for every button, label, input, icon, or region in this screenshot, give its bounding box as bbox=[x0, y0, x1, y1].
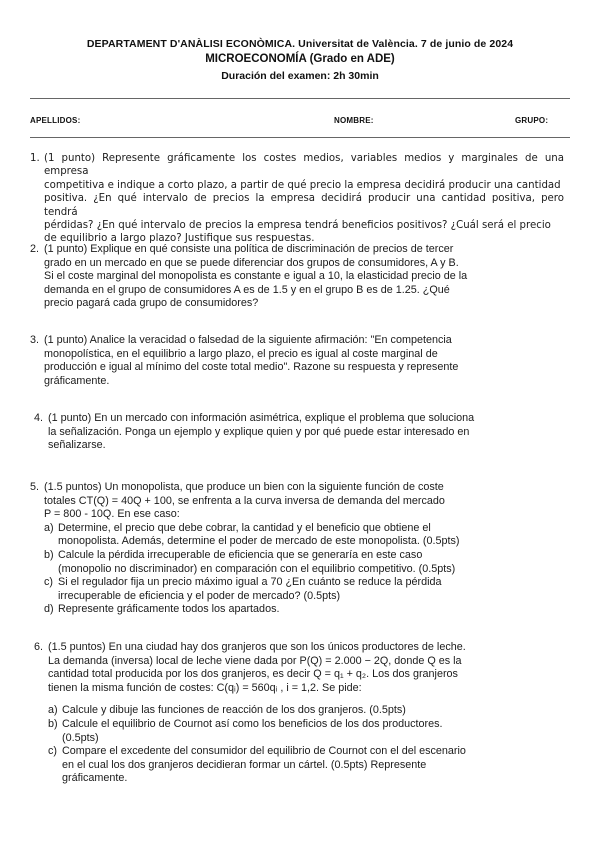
subquestion-a bbox=[48, 704, 564, 718]
question-line: Si el coste marginal del monopolista es constante e igual a 10, la elasticidad precio de la bbox=[44, 270, 468, 283]
nombre-label: NOMBRE: bbox=[334, 116, 374, 125]
question-line: señalizarse. bbox=[48, 439, 106, 452]
grupo-label: GRUPO: bbox=[515, 116, 549, 125]
question-4 bbox=[34, 412, 564, 453]
subquestion-letter: c) bbox=[44, 576, 53, 589]
question-line: la señalización. Ponga un ejemplo y explique quien y por qué puede estar interesado en bbox=[48, 425, 470, 438]
question-line: (1 punto) Analice la veracidad o falsedad de la siguiente afirmación: "En competencia bbox=[44, 334, 452, 346]
question-6 bbox=[34, 641, 564, 786]
question-line: de equilibrio a largo plazo? Justifique sus respuestas. bbox=[44, 233, 315, 245]
question-3 bbox=[30, 334, 564, 388]
subquestion-letter: b) bbox=[44, 548, 54, 561]
question-number: 3. bbox=[30, 334, 40, 346]
subquestion-letter: b) bbox=[48, 717, 58, 730]
question-line: grado en un mercado en que se puede diferenciar dos grupos de consumidores, A y B. bbox=[44, 256, 459, 269]
subquestion-a bbox=[44, 522, 564, 549]
department-header: DEPARTAMENT D'ANÀLISI ECONÒMICA. Universitat de València. 7 de junio de 2024 bbox=[86, 38, 514, 50]
subquestion-line: Determine, el precio que debe cobrar, la cantidad y el beneficio que obtiene el bbox=[58, 521, 431, 534]
exam-duration: Duración del examen: 2h 30min bbox=[221, 70, 379, 82]
question-line: producción e igual al mínimo del coste total medio". Razone su respuesta y represente bbox=[44, 361, 459, 374]
question-5 bbox=[30, 481, 564, 617]
question-line: precio pagará cada grupo de consumidores? bbox=[44, 297, 259, 310]
question-line: monopolística, en el equilibrio a largo plazo, el precio es igual al coste marginal de bbox=[44, 347, 438, 360]
question-line: (1 punto) Explique en qué consiste una política de discriminación de precios de tercer bbox=[44, 243, 454, 255]
question-line: (1.5 puntos) En una ciudad hay dos granjeros que son los únicos productores de leche. bbox=[48, 641, 466, 653]
subquestion-line: Si el regulador fija un precio máximo igual a 70 ¿En cuánto se reduce la pérdida bbox=[58, 576, 442, 589]
subquestion-letter: d) bbox=[44, 603, 54, 616]
question-line: demanda en el grupo de consumidores A es de 1.5 y en el grupo B es de 1.25. ¿Qué bbox=[44, 283, 450, 296]
question-line: P = 800 - 10Q. En ese caso: bbox=[44, 508, 180, 521]
name-divider bbox=[30, 137, 570, 138]
question-line: cantidad total producida por los dos granjeros, es decir Q = q₁ + q₂. Los dos granjeros bbox=[48, 668, 458, 681]
subquestion-letter: c) bbox=[48, 745, 57, 758]
subquestion-line: Compare el excedente del consumidor del equilibrio de Cournot con el del escenario bbox=[62, 745, 466, 758]
course-title: MICROECONOMÍA (Grado en ADE) bbox=[205, 53, 395, 65]
subquestion-line: irrecuperable de eficiencia y el poder de mercado? (0.5pts) bbox=[58, 589, 341, 602]
question-line: pérdidas? ¿En qué intervalo de precios la empresa tendrá beneficios positivos? ¿Cuál será el precio bbox=[44, 220, 551, 232]
header-divider bbox=[30, 98, 570, 99]
question-number: 6. bbox=[34, 641, 44, 653]
subquestion-line: gráficamente. bbox=[62, 772, 128, 785]
subquestion-b bbox=[44, 549, 564, 576]
subquestion-line: (0.5pts) bbox=[62, 731, 99, 744]
question-1 bbox=[30, 152, 564, 246]
subquestion-line: en el cual los dos granjeros decidieran formar un cártel. (0.5pts) Represente bbox=[62, 758, 427, 771]
subquestion-c bbox=[48, 745, 564, 786]
question-line: (1 punto) Represente gráficamente los costes medios, variables medios y marginales de una empresa bbox=[44, 153, 564, 178]
question-line: (1.5 puntos) Un monopolista, que produce un bien con la siguiente función de coste bbox=[44, 481, 444, 493]
question-line: tienen la misma función de costes: C(qᵢ) = 560qᵢ , i = 1,2. Se pide: bbox=[48, 681, 362, 694]
question-line: gráficamente. bbox=[44, 374, 110, 387]
question-line: positiva. ¿En qué intervalo de precios la empresa decidirá producir una cantidad positiva, pero tendrá bbox=[44, 193, 564, 218]
subquestion-b bbox=[48, 718, 564, 745]
subquestion-line: (monopolio no discriminador) en comparación con el equilibrio competitivo. (0.5pts) bbox=[58, 562, 456, 575]
subquestion-line: Calcule el equilibrio de Cournot así como los beneficios de los dos productores. bbox=[62, 717, 443, 730]
subquestion-line: Calcule y dibuje las funciones de reacción de los dos granjeros. (0.5pts) bbox=[62, 704, 406, 717]
question-line: (1 punto) En un mercado con información asimétrica, explique el problema que soluciona bbox=[48, 412, 475, 424]
question-line: La demanda (inversa) local de leche viene dada por P(Q) = 2.000 − 2Q, donde Q es la bbox=[48, 654, 462, 667]
subquestion-line: monopolista. Además, determine el poder de mercado de este monopolista. (0.5pts) bbox=[58, 535, 460, 548]
question-line: competitiva e indique a corto plazo, a partir de qué precio la empresa decidirá producir una cantidad bbox=[44, 179, 561, 191]
subquestion-letter: a) bbox=[48, 704, 58, 717]
question-number: 2. bbox=[30, 243, 40, 255]
question-line: totales CT(Q) = 40Q + 100, se enfrenta a la curva inversa de demanda del mercado bbox=[44, 494, 445, 507]
question-2 bbox=[30, 243, 564, 311]
subquestion-line: Represente gráficamente todos los apartados. bbox=[58, 603, 280, 616]
subquestion-line: Calcule la pérdida irrecuperable de eficiencia que se generaría en este caso bbox=[58, 548, 423, 561]
subquestion-d bbox=[44, 603, 564, 617]
subquestion-letter: a) bbox=[44, 521, 54, 534]
apellidos-label: APELLIDOS: bbox=[30, 116, 81, 125]
question-number: 1. bbox=[30, 153, 40, 164]
subquestion-c bbox=[44, 576, 564, 603]
question-number: 5. bbox=[30, 481, 40, 493]
question-number: 4. bbox=[34, 412, 44, 424]
